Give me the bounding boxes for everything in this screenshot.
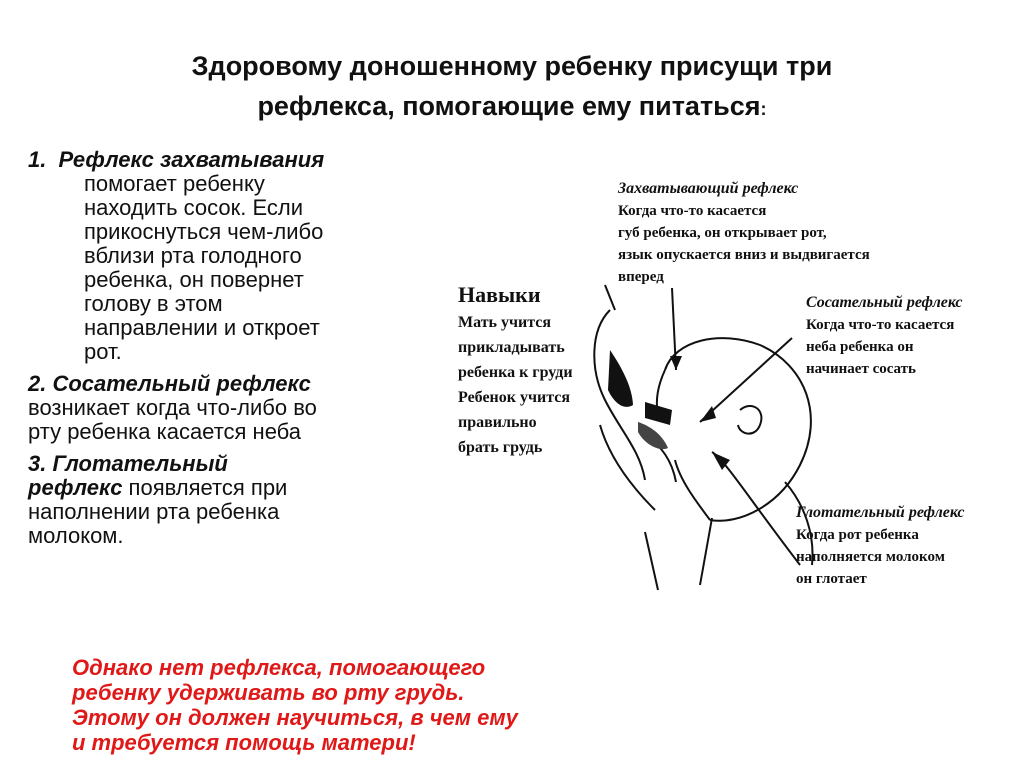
caption-line: начинает сосать: [806, 361, 916, 377]
swallowing-reflex-caption: [796, 502, 964, 590]
reflex-desc-line: голову в этом: [84, 291, 223, 316]
breastfeeding-figure: [440, 160, 1000, 600]
reflex-name: Сосательный рефлекс: [52, 371, 311, 396]
caption-line: язык опускается вниз и выдвигается: [618, 247, 870, 263]
caption-line: неба ребенка он: [806, 339, 914, 355]
note-line: Этому он должен научиться, в чем ему: [72, 705, 518, 730]
caption-line: вперед: [618, 269, 664, 285]
title-colon: :: [760, 99, 767, 119]
caption-line: Мать учится: [458, 314, 552, 331]
mother-help-note: [72, 655, 692, 755]
reflex-desc-line: рту ребенка касается неба: [28, 419, 302, 444]
reflex-desc-line: вблизи рта голодного: [84, 243, 302, 268]
reflex-desc-line: наполнении рта ребенка: [28, 499, 280, 524]
caption-heading: Глотательный рефлекс: [796, 504, 965, 521]
reflex-name-cont: рефлекс: [28, 475, 123, 500]
caption-line: Когда рот ребенка: [796, 527, 919, 543]
caption-line: наполняется молоком: [796, 549, 945, 565]
reflex-desc-line: возникает когда что-либо во: [28, 395, 317, 420]
skills-caption: [458, 280, 573, 460]
reflex-desc-line: прикоснуться чем-либо: [84, 219, 324, 244]
caption-line: ребенка к груди: [458, 364, 573, 381]
sucking-reflex-caption: [806, 292, 962, 380]
caption-line: губ ребенка, он открывает рот,: [618, 225, 827, 241]
reflex-item-sucking: [28, 372, 428, 444]
caption-line: брать грудь: [458, 439, 543, 456]
title-line-2: [60, 86, 964, 129]
caption-heading: Захватывающий рефлекс: [618, 180, 799, 197]
caption-line: Когда что-то касается: [806, 317, 955, 333]
reflex-desc-line: рот.: [84, 339, 122, 364]
reflex-desc-tail: появляется при: [122, 475, 288, 500]
title-line-1: Здоровому доношенному ребенку присущи три: [191, 51, 833, 81]
note-line: и требуется помощь матери!: [72, 730, 416, 755]
reflex-desc-line: молоком.: [28, 523, 124, 548]
reflex-desc-line: ребенка, он повернет: [84, 267, 304, 292]
reflex-number: 2.: [28, 371, 47, 396]
note-line: Однако нет рефлекса, помогающего: [72, 655, 486, 680]
caption-heading: Навыки: [458, 282, 541, 307]
slide-title: [60, 46, 964, 129]
rooting-reflex-caption: [618, 178, 870, 288]
reflex-name: Рефлекс захватывания: [58, 147, 325, 172]
reflex-list: [28, 148, 428, 556]
reflex-desc-line: помогает ребенку: [84, 171, 265, 196]
caption-line: Когда что-то касается: [618, 203, 767, 219]
note-line: ребенку удерживать во рту грудь.: [72, 680, 465, 705]
caption-line: прикладывать: [458, 339, 565, 356]
reflex-desc-line: находить сосок. Если: [84, 195, 304, 220]
caption-heading: Сосательный рефлекс: [806, 294, 963, 311]
reflex-number: 3.: [28, 451, 47, 476]
reflex-item-swallowing: [28, 452, 428, 548]
caption-line: правильно: [458, 414, 537, 431]
reflex-item-rooting: [28, 148, 428, 364]
caption-line: он глотает: [796, 571, 867, 587]
reflex-name: Глотательный: [52, 451, 228, 476]
reflex-number: 1.: [28, 147, 47, 172]
caption-line: Ребенок учится: [458, 389, 571, 406]
reflex-desc-line: направлении и откроет: [84, 315, 320, 340]
title-line-2-text: рефлекса, помогающие ему питаться: [257, 91, 761, 121]
